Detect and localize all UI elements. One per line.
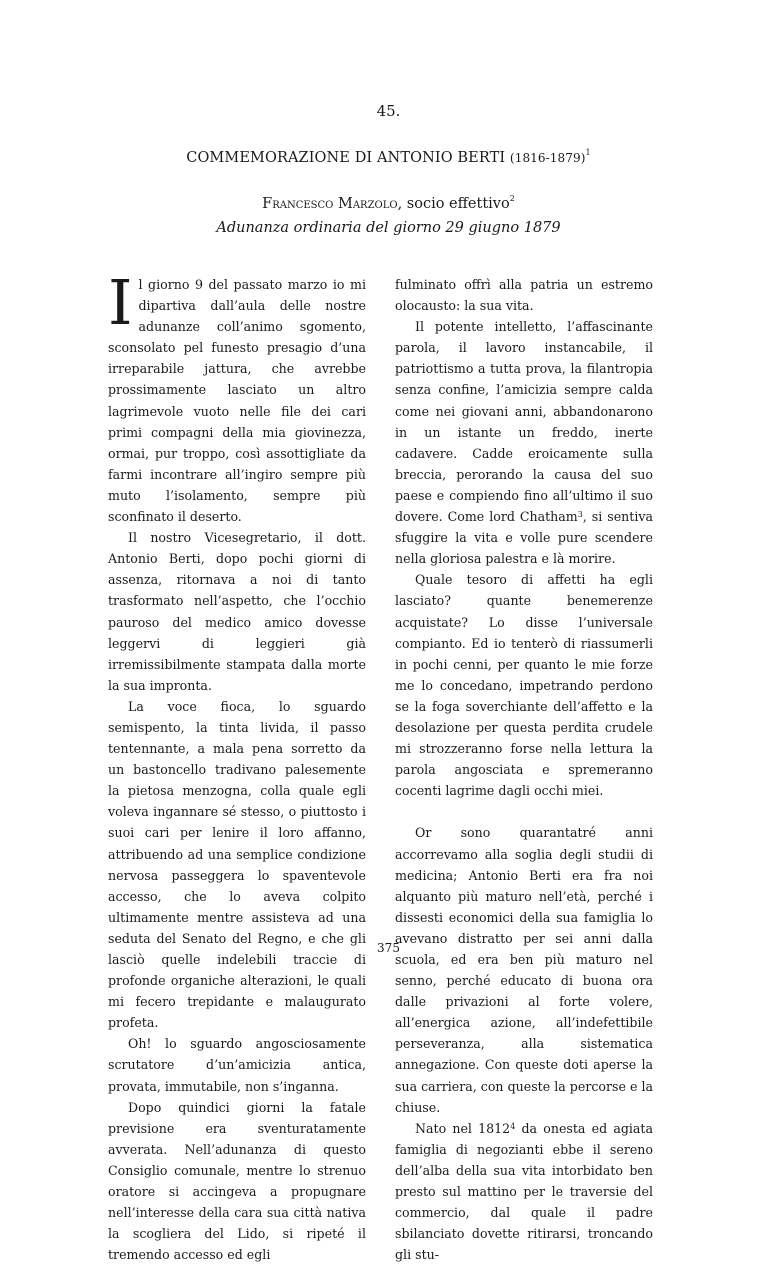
paragraph (108, 266, 366, 527)
paragraph-text: l giorno 9 del passato marzo io mi dipartiva dall’aula delle nostre adunanze coll’animo sgomento, sconsolato pel funesto presagio d’una irreparabile jattura, che avrebbe prossimamente lasciato un altro lagrimevole vuoto nelle file dei cari primi compagni della mia giovinezza, ormai, pur troppo, così assottigliate da farmi incontrare all’ingiro sempre più muto l’isolamento, sempre più sconfinato il deserto. (108, 277, 366, 525)
footnote-ref: 2 (509, 194, 515, 203)
paragraph: Quale tesoro di affetti ha egli lasciato? quante benemerenze acquistate? Lo disse l’universale compianto. Ed io tenterò di riassumerli in pochi cenni, per quanto le mie forze me lo concedano, impetrando perdono se la foga soverchiante dell’affetto e la desolazione per questa perdita crudele mi strozzeranno forse nella lettura la parola angosciata e spremeranno cocenti lagrime dagli occhi miei. (395, 572, 653, 799)
paragraph: Dopo quindici giorni la fatale previsione era sventuratamente avverata. Nell’adunanza di questo Consiglio comunale, mentre lo strenuo oratore si accingeva a propugnare nell’interesse della cara sua città nativa la scogliera del Lido, si ripeté il tremendo accesso ed egli (108, 1099, 366, 1263)
page-number: 375 (377, 941, 400, 955)
paragraph: Oh! lo sguardo angosciosamente scrutatore d’un’amicizia antica, provata, immutabile, non s’inganna. (108, 1036, 366, 1094)
paragraph-text: Nato nel 1812 (415, 1120, 511, 1136)
text-column-right (395, 274, 653, 1265)
title-text: COMMEMORAZIONE DI ANTONIO BERTI (186, 150, 506, 166)
paragraph-text: , si sentiva sfuggire la vita e volle pure scendere nella gloriosa palestra e là morire. (395, 509, 653, 567)
paragraph: La voce fioca, lo sguardo semispento, la tinta livida, il passo tentennante, a mala pena sorretto da un bastoncello tradivano palesemente la pietosa menzogna, colla quale egli voleva ingannare sé stesso, o piuttosto i suoi cari per lenire il loro affanno, attribuendo ad una semplice condizione nervosa passeggera lo spaventevole accesso, che lo aveva colpito ultimamente mentre assisteva ad una seduta del Senato del Regno, e che gli lasciò quelle indelebili traccie di profonde organiche alterazioni, le quali mi fecero trepidante e malaugurato profeta. (108, 698, 366, 1031)
paragraph-text: da onesta ed agiata famiglia di negozianti ebbe il sereno dell’alba della sua vita intorbidato ben presto sul mattino per le traversie del commercio, dal quale il padre sbilanciato dovette ritirarsi, troncando gli stu- (395, 1120, 653, 1263)
author-line (0, 196, 777, 212)
paragraph: fulminato offrì alla patria un estremo olocausto: la sua vita. (395, 277, 653, 314)
author-name: Francesco Marzolo (262, 196, 398, 212)
session-line: Adunanza ordinaria del giorno 29 giugno 1879 (216, 220, 561, 236)
footnote-ref: 1 (585, 148, 591, 157)
footnote-ref: 4 (510, 1121, 516, 1131)
paragraph (395, 1118, 653, 1265)
title-years: (1816-1879) (509, 151, 586, 165)
paragraph-text: Il potente intelletto, l’affascinante parola, il lavoro instancabile, il patriottismo a tutta prova, la filantropia senza confine, l’amicizia sempre calda come nei giovani anni, abbandonarono in un istante un freddo, inerte cadavere. Cadde eroicamente sulla breccia, perorando la causa del suo paese e compiendo fino all’ultimo il suo dovere. Come lord Chatham (395, 319, 653, 525)
author-role: , socio effettivo (397, 196, 510, 212)
page-title (0, 150, 777, 166)
chapter-number: 45. (376, 102, 401, 120)
drop-cap: I (108, 266, 133, 339)
paragraph: Il nostro Vicesegretario, il dott. Antonio Berti, dopo pochi giorni di assenza, ritornava a noi di tanto trasformato nell’aspetto, che l’occhio pauroso del medico amico dovesse leggervi di leggieri già irremissibilmente stampata dalla morte la sua impronta. (108, 530, 366, 693)
text-column-left (108, 266, 366, 1265)
paragraph: Or sono quarantatré anni accorrevamo alla soglia degli studii di medicina; Antonio Berti era fra noi alquanto più maturo nell’età, perché i dissesti economici della sua famiglia lo avevano distratto per sei anni dalla scuola, ed era ben più maturo nel senno, perché educato di buona ora dalle privazioni al forte volere, all’energica azione, all’indefettibile perseveranza, alla sistematica annegazione. Con queste doti aperse la sua carriera, con queste la percorse e la chiuse. (395, 825, 653, 1115)
footnote-ref: 3 (577, 510, 583, 520)
paragraph (395, 316, 653, 569)
